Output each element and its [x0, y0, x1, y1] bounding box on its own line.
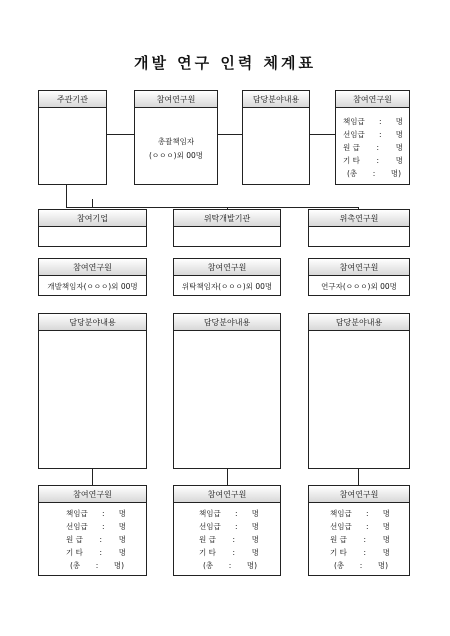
staff-text: 개발책임자(ㅇㅇㅇ)외 00명 [47, 282, 138, 291]
stat-row [330, 533, 390, 546]
stat-total-open: (총 [347, 169, 358, 178]
stat-label: 원 급 [66, 535, 83, 544]
stat-unit: 명 [395, 130, 403, 139]
page-title: 개발 연구 인력 체계표 [133, 54, 317, 72]
field-body [173, 330, 281, 469]
stat-row [66, 533, 126, 546]
stat-colon: : [95, 561, 99, 570]
connector-line [66, 207, 358, 208]
stat-unit: 명 [118, 509, 126, 518]
stat-row [199, 546, 259, 559]
stat-colon: : [363, 535, 367, 544]
stat-colon: : [376, 156, 380, 165]
stat-unit: 명 [118, 535, 126, 544]
stat-label: 원 급 [343, 143, 360, 152]
top-staff-header: 참여연구원 [335, 90, 410, 108]
stat-unit: 명 [382, 509, 390, 518]
stat-colon: : [99, 548, 103, 557]
stat-label: 기 타 [330, 548, 347, 557]
stat-row [330, 520, 390, 533]
top-field-body [242, 107, 310, 185]
stat-total-close: 명) [390, 169, 401, 178]
stat-colon: : [365, 509, 369, 518]
stat-colon: : [101, 522, 105, 531]
stat-row [66, 507, 126, 520]
stat-label: 선임급 [330, 522, 352, 531]
stat-colon: : [232, 548, 236, 557]
bottom-stats [199, 507, 259, 572]
stat-colon: : [99, 535, 103, 544]
bottom-staff-header: 참여연구원 [38, 485, 147, 503]
stat-label: 책임급 [343, 117, 365, 126]
stat-label: 기 타 [343, 156, 360, 165]
connector-line [92, 199, 93, 207]
stat-label: 기 타 [199, 548, 216, 557]
stat-row [330, 507, 390, 520]
staff-header: 참여연구원 [173, 258, 281, 276]
bottom-stats [330, 507, 390, 572]
host-org-header: 주관기관 [38, 90, 107, 108]
connector-line [227, 469, 228, 485]
stat-label: 원 급 [330, 535, 347, 544]
lead-researcher-count: (ㅇㅇㅇ)외 00명 [148, 151, 203, 160]
org-header: 위탁개발기관 [173, 209, 281, 227]
stat-label: 책임급 [199, 509, 221, 518]
stat-total-row [330, 559, 390, 572]
stat-colon: : [228, 561, 232, 570]
stat-colon: : [359, 561, 363, 570]
stat-total-open: (총 [334, 561, 345, 570]
stat-label: 책임급 [66, 509, 88, 518]
connector-line [218, 134, 242, 135]
stat-row [330, 546, 390, 559]
connector-line [310, 134, 335, 135]
stat-label: 선임급 [199, 522, 221, 531]
staff-text: 연구자(ㅇㅇㅇ)외 00명 [321, 282, 397, 291]
lead-researcher-title: 총괄책임자 [157, 137, 195, 146]
org-body [308, 226, 410, 247]
stat-unit: 명 [251, 522, 259, 531]
staff-text: 위탁책임자(ㅇㅇㅇ)외 00명 [181, 282, 273, 291]
stat-unit: 명 [382, 535, 390, 544]
stat-total-close: 명) [246, 561, 257, 570]
stat-colon: : [234, 522, 238, 531]
stat-unit: 명 [251, 535, 259, 544]
stat-label: 선임급 [66, 522, 88, 531]
connector-line [107, 134, 134, 135]
org-body [38, 226, 147, 247]
host-org-body [38, 107, 107, 185]
connector-line [92, 469, 93, 485]
stat-total-close: 명) [113, 561, 124, 570]
org-header: 위촉연구원 [308, 209, 410, 227]
stat-unit: 명 [395, 156, 403, 165]
stat-label: 선임급 [343, 130, 365, 139]
stat-row [66, 546, 126, 559]
top-field-header: 담당분야내용 [242, 90, 310, 108]
org-body [173, 226, 281, 247]
stat-colon: : [372, 169, 376, 178]
stat-row [199, 533, 259, 546]
stat-label: 기 타 [66, 548, 83, 557]
stat-total-row [199, 559, 259, 572]
bottom-stats [66, 507, 126, 572]
field-body [38, 330, 147, 469]
bottom-staff-header: 참여연구원 [308, 485, 410, 503]
stat-unit: 명 [395, 143, 403, 152]
bottom-staff-header: 참여연구원 [173, 485, 281, 503]
stat-total-row [343, 167, 403, 180]
stat-colon: : [234, 509, 238, 518]
stat-unit: 명 [251, 548, 259, 557]
staff-header: 참여연구원 [38, 258, 147, 276]
staff-header: 참여연구원 [308, 258, 410, 276]
stat-colon: : [363, 548, 367, 557]
stat-colon: : [376, 143, 380, 152]
stat-unit: 명 [382, 548, 390, 557]
stat-row [343, 128, 403, 141]
stat-colon: : [378, 130, 382, 139]
stat-unit: 명 [251, 509, 259, 518]
stat-colon: : [232, 535, 236, 544]
stat-total-open: (총 [203, 561, 214, 570]
lead-researcher-header: 참여연구원 [134, 90, 218, 108]
field-body [308, 330, 410, 469]
stat-total-close: 명) [377, 561, 388, 570]
field-header: 담당분야내용 [38, 313, 147, 331]
org-header: 참여기업 [38, 209, 147, 227]
stat-total-row [66, 559, 126, 572]
stat-row [343, 141, 403, 154]
stat-colon: : [365, 522, 369, 531]
top-staff-stats [343, 115, 403, 180]
stat-row [343, 154, 403, 167]
field-header: 담당분야내용 [308, 313, 410, 331]
stat-row [199, 520, 259, 533]
connector-line [66, 185, 67, 207]
stat-row [66, 520, 126, 533]
stat-unit: 명 [118, 522, 126, 531]
stat-row [343, 115, 403, 128]
stat-label: 원 급 [199, 535, 216, 544]
stat-unit: 명 [118, 548, 126, 557]
stat-unit: 명 [395, 117, 403, 126]
stat-row [199, 507, 259, 520]
stat-total-open: (총 [70, 561, 81, 570]
stat-label: 책임급 [330, 509, 352, 518]
stat-colon: : [101, 509, 105, 518]
stat-unit: 명 [382, 522, 390, 531]
connector-line [358, 469, 359, 485]
field-header: 담당분야내용 [173, 313, 281, 331]
stat-colon: : [378, 117, 382, 126]
